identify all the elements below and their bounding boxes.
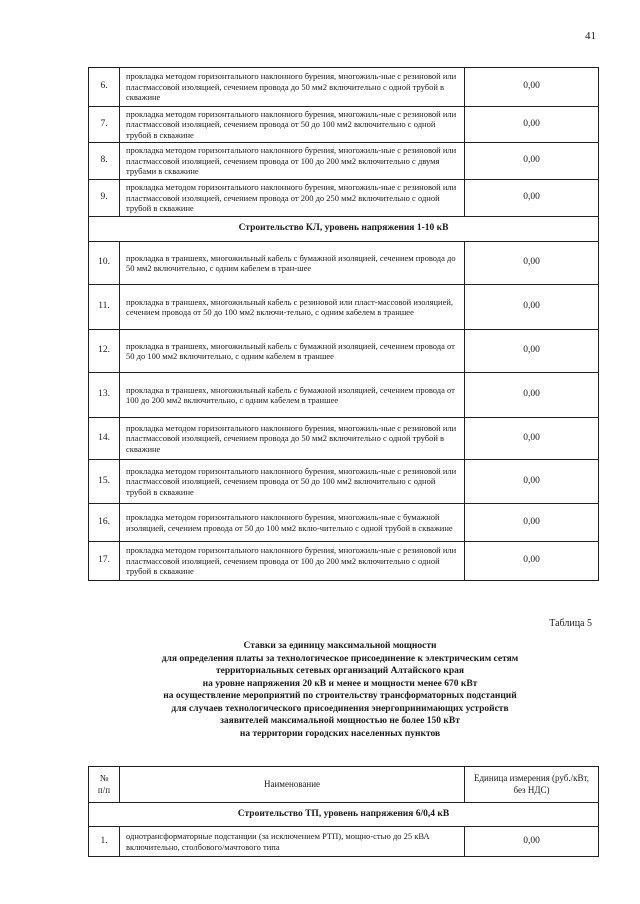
row-value: 0,00 bbox=[465, 180, 599, 217]
rates-table-continued bbox=[88, 67, 599, 581]
row-number: 10. bbox=[89, 242, 120, 285]
title-line: на осуществление мероприятий по строительству трансформаторных подстанций bbox=[163, 691, 517, 702]
row-number: 11. bbox=[89, 285, 120, 330]
table-title bbox=[100, 640, 580, 740]
table-row bbox=[89, 242, 599, 285]
table-row bbox=[89, 460, 599, 504]
row-description: прокладка методом горизонтального наклонного бурения, многожиль-ные с резиновой или пластмассовой изоляцией, сечением провода от 100 до 200 мм2 включительно с одной трубой в скважине bbox=[120, 542, 465, 581]
table-row bbox=[89, 107, 599, 143]
table-row bbox=[89, 68, 599, 107]
table-row bbox=[89, 827, 599, 857]
row-value: 0,00 bbox=[465, 373, 599, 418]
section-row bbox=[89, 803, 599, 827]
row-value: 0,00 bbox=[465, 542, 599, 581]
row-description: прокладка в траншеях, многожильный кабель с резиновой или пласт-массовой изоляцией, сечением провода от 50 до 100 мм2 включи-тельно, с одним кабелем в траншее bbox=[120, 285, 465, 330]
title-line: для случаев технологического присоединения энергопринимающих устройств bbox=[171, 703, 509, 714]
column-header-unit: Единица измерения (руб./кВт, без НДС) bbox=[465, 767, 599, 803]
row-value: 0,00 bbox=[465, 418, 599, 460]
title-line: на территории городских населенных пунктов bbox=[239, 728, 441, 739]
column-header-number: № п/п bbox=[89, 767, 120, 803]
row-value: 0,00 bbox=[465, 504, 599, 542]
table-row bbox=[89, 373, 599, 418]
page-number: 41 bbox=[585, 30, 596, 42]
section-heading: Строительство КЛ, уровень напряжения 1-10 кВ bbox=[89, 217, 599, 242]
row-number: 16. bbox=[89, 504, 120, 542]
table-row bbox=[89, 180, 599, 217]
table-row bbox=[89, 418, 599, 460]
row-description: прокладка методом горизонтального наклонного бурения, многожиль-ные с резиновой или пластмассовой изоляцией, сечением провода до 50 мм2 включительно с одной трубой в скважине bbox=[120, 68, 465, 107]
row-number: 14. bbox=[89, 418, 120, 460]
table-row bbox=[89, 143, 599, 180]
row-number: 13. bbox=[89, 373, 120, 418]
row-description: прокладка в траншеях, многожильный кабель с бумажной изоляцией, сечением провода от 50 до 100 мм2 включительно, с одним кабелем в траншее bbox=[120, 330, 465, 373]
row-description: прокладка методом горизонтального наклонного бурения, многожиль-ные с бумажной изоляцией, сечением провода от 50 до 100 мм2 вклю-чительно с одной трубой в скважине bbox=[120, 504, 465, 542]
title-line: для определения платы за технологическое присоединение к электрическим сетям bbox=[161, 653, 519, 664]
row-number: 15. bbox=[89, 460, 120, 504]
row-number: 12. bbox=[89, 330, 120, 373]
row-value: 0,00 bbox=[465, 143, 599, 180]
table-label: Таблица 5 bbox=[549, 618, 592, 629]
row-number: 9. bbox=[89, 180, 120, 217]
table-row bbox=[89, 330, 599, 373]
row-description: прокладка методом горизонтального наклонного бурения, многожиль-ные с резиновой или пластмассовой изоляцией, сечением провода от 50 до 100 мм2 включительно с одной трубой в скважине bbox=[120, 107, 465, 143]
section-heading: Строительство ТП, уровень напряжения 6/0,4 кВ bbox=[89, 803, 599, 827]
table-row bbox=[89, 504, 599, 542]
column-header-name: Наименование bbox=[120, 767, 465, 803]
row-value: 0,00 bbox=[465, 242, 599, 285]
row-value: 0,00 bbox=[465, 827, 599, 857]
header-row bbox=[89, 767, 599, 803]
row-number: 7. bbox=[89, 107, 120, 143]
row-description: прокладка методом горизонтального наклонного бурения, многожиль-ные с резиновой или пластмассовой изоляцией, сечением провода от 200 до 250 мм2 включительно с одной трубой в скважине bbox=[120, 180, 465, 217]
title-line: территориальных сетевых организаций Алтайского края bbox=[215, 666, 465, 677]
row-number: 8. bbox=[89, 143, 120, 180]
section-row bbox=[89, 217, 599, 242]
row-description: прокладка в траншеях, многожильный кабель с бумажной изоляцией, сечением провода от 100 до 200 мм2 включительно, с одним кабелем в траншее bbox=[120, 373, 465, 418]
row-description: прокладка в траншеях, многожильный кабель с бумажной изоляцией, сечением провода до 50 мм2 включительно, с одним кабелем в тран-шее bbox=[120, 242, 465, 285]
row-description: прокладка методом горизонтального наклонного бурения, многожиль-ные с резиновой или пластмассовой изоляцией, сечением провода от 50 до 100 мм2 включительно с одной трубой в скважине bbox=[120, 460, 465, 504]
row-value: 0,00 bbox=[465, 285, 599, 330]
row-value: 0,00 bbox=[465, 68, 599, 107]
row-value: 0,00 bbox=[465, 330, 599, 373]
rates-table-5 bbox=[88, 766, 599, 857]
row-number: 6. bbox=[89, 68, 120, 107]
row-number: 17. bbox=[89, 542, 120, 581]
table-row bbox=[89, 285, 599, 330]
row-description: прокладка методом горизонтального наклонного бурения, многожиль-ные с резиновой или пластмассовой изоляцией, сечением провода от 100 до 200 мм2 включительно с двумя трубами в скважине bbox=[120, 143, 465, 180]
title-line: на уровне напряжения 20 кВ и менее и мощности менее 670 кВт bbox=[202, 678, 478, 689]
row-description: однотрансформаторные подстанции (за исключением РТП), мощно-стью до 25 кВА включительно, столбового/мачтового типа bbox=[120, 827, 465, 857]
row-number: 1. bbox=[89, 827, 120, 857]
table-row bbox=[89, 542, 599, 581]
title-line: Ставки за единицу максимальной мощности bbox=[243, 641, 437, 651]
row-value: 0,00 bbox=[465, 460, 599, 504]
title-line: заявителей максимальной мощностью не более 150 кВт bbox=[220, 716, 460, 727]
row-description: прокладка методом горизонтального наклонного бурения, многожиль-ные с резиновой или пластмассовой изоляцией, сечением провода до 50 мм2 включительно с одной трубой в скважине bbox=[120, 418, 465, 460]
row-value: 0,00 bbox=[465, 107, 599, 143]
